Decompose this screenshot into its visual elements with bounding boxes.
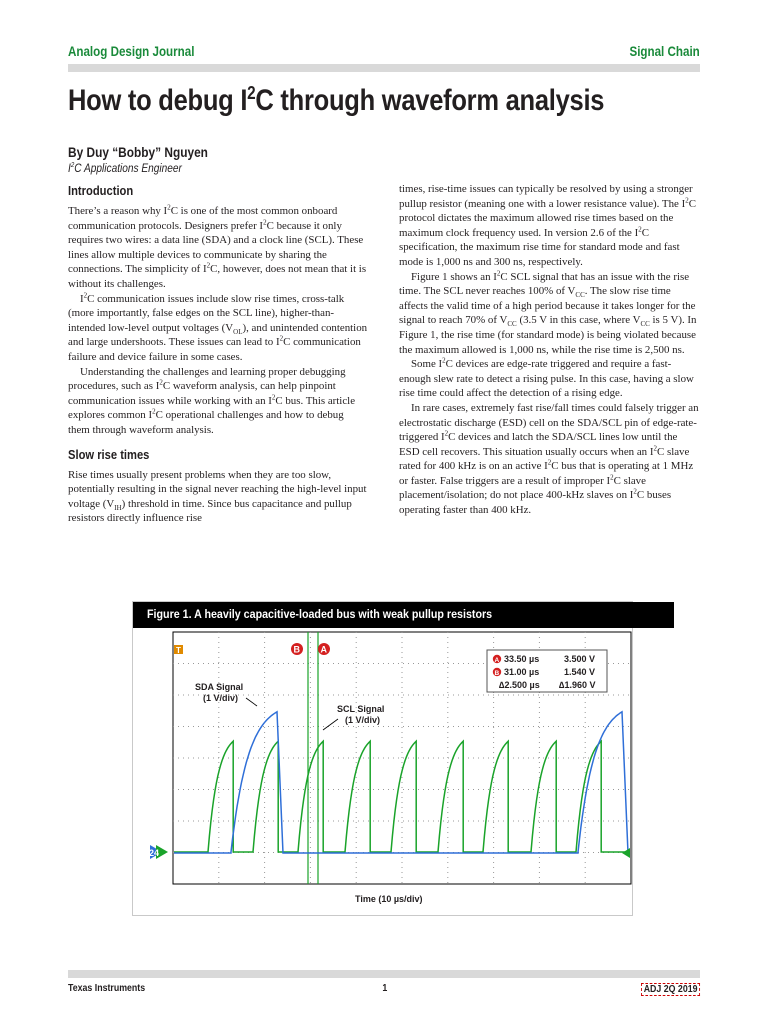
svg-text:1.540 V: 1.540 V <box>564 667 596 677</box>
channel-marker <box>149 845 168 859</box>
svg-text:A: A <box>494 657 500 664</box>
right-column <box>399 182 699 518</box>
page-number: 1 <box>382 983 388 994</box>
issue-label: ADJ 2Q 2019 <box>641 983 700 996</box>
left-column <box>68 182 368 526</box>
sda-scale: (1 V/div) <box>203 693 239 703</box>
svg-text:B: B <box>293 644 300 655</box>
paragraph: $I^2C$ communication issues include slow rise times, cross-talk (more importantly, false edges on the SCL line), higher-than-intended low-level output voltages $(V_{OL})$, and unintended contention and large undershoots. These issues can lead to $I^2C$ communication failure and device failure in some cases. <box>68 290 368 363</box>
svg-text:B: B <box>494 670 500 677</box>
cursor-readout <box>487 650 607 692</box>
svg-text:A: A <box>320 644 327 655</box>
scl-scale: (1 V/div) <box>345 715 381 725</box>
paragraph: Some $I^2C$ devices are edge-rate triggered and require a fast-enough slew rate to detect a rising pulse. In this case, having a slow rise time could affect the detection of a rising edge. <box>399 356 694 400</box>
svg-text:24: 24 <box>149 848 160 858</box>
header-rule <box>68 64 700 72</box>
cursor-a-marker <box>318 643 330 655</box>
cursor-b-marker <box>291 643 303 655</box>
section-name: Signal Chain <box>629 44 700 59</box>
section-heading-introduction: Introduction <box>68 183 134 198</box>
oscilloscope-capture <box>133 602 632 915</box>
figure-1 <box>132 601 633 916</box>
svg-text:∆2.500 µs: ∆2.500 µs <box>499 680 540 690</box>
figure-title: Figure 1. A heavily capacitive-loaded bus with weak pullup resistors <box>133 602 674 628</box>
x-axis-label: Time (10 µs/div) <box>355 894 423 904</box>
paragraph: times, rise-time issues can typically be resolved by using a stronger pullup resistor (meaning one with a lower resistance value). The $I^2C$ protocol dictates the maximum allowed rise times based on the maximum clock frequency used. In version 2.6 of the $I^2C$ specification, the maximum rise time for standard mode and fast mode is 1,000 ns and 300 ns, respectively. <box>399 183 696 268</box>
footer-rule <box>68 970 700 978</box>
svg-text:3.500 V: 3.500 V <box>564 654 596 664</box>
paragraph: Rise times usually present problems when they are too slow, potentially resulting in the signal never reaching the high-level input voltage $(V_{IH})$ threshold in time. Since bus capacitance and pullup resistors directly influence rise <box>68 468 367 525</box>
paragraph: Understanding the challenges and learning proper debugging procedures, such as $I^2C$ waveform analysis, can help pinpoint communication issues while working with an $I^2C$ bus. This article explores common $I^2C$ operational challenges and how to debug them through waveform analysis. <box>68 365 356 436</box>
sda-label: SDA Signal <box>195 682 244 692</box>
paragraph: Figure 1 shows an $I^2C$ SCL signal that has an issue with the rise time. The SCL never reaches 100% of $V_{CC}$. The slow rise time affects the valid time of a high period because it takes longer for the signal to reach 70% of $V_{CC}$ (3.5 V in this case, where $V_{CC}$ is 5 V). In Figure 1, the rise time (for standard mode) is being violated because the maximum allowed is 1,000 ns, while the rise time is 2,500 ns. <box>399 268 697 356</box>
paragraph: There’s a reason why $I^2C$ is one of the most common onboard communication protocols. Designers prefer $I^2C$ because it only requires two wires: a data line (SDA) and a clock line (SCL). These lines allow multiple devices to communicate by sharing the connections. The simplicity of $I^2C$, however, does not mean that it is without its challenges. <box>68 203 367 290</box>
article-title: How to debug $I^2C$ through waveform analysis <box>68 83 605 117</box>
author-byline: By Duy “Bobby” Nguyen <box>68 145 208 160</box>
paragraph: In rare cases, extremely fast rise/fall times could falsely trigger an electrostatic discharge (ESD) cell on the SDA/SCL pin of edge-rate-triggered $I^2C$ devices and latch the SDA/SCL lines low until the ESD cell recovers. This situation usually occurs when an $I^2C$ slave rated for 400 kHz is on an active $I^2C$ bus that is operating at 1 MHz or faster. False triggers are a result of improper $I^2C$ slave placement/isolation; do not place 400-kHz slaves on $I^2C$ buses operating faster than 400 kHz. <box>399 401 699 517</box>
svg-text:31.00 µs: 31.00 µs <box>504 667 540 677</box>
journal-name: Analog Design Journal <box>68 44 195 59</box>
author-role: $I^2C$ Applications Engineer <box>68 162 182 175</box>
footer-company: Texas Instruments <box>68 983 146 994</box>
svg-text:∆1.960 V: ∆1.960 V <box>559 680 596 690</box>
svg-text:33.50 µs: 33.50 µs <box>504 654 540 664</box>
trigger-marker <box>174 645 183 655</box>
section-heading-slow-rise-times: Slow rise times <box>68 446 150 462</box>
scl-label: SCL Signal <box>337 704 385 714</box>
svg-text:T: T <box>176 646 181 655</box>
